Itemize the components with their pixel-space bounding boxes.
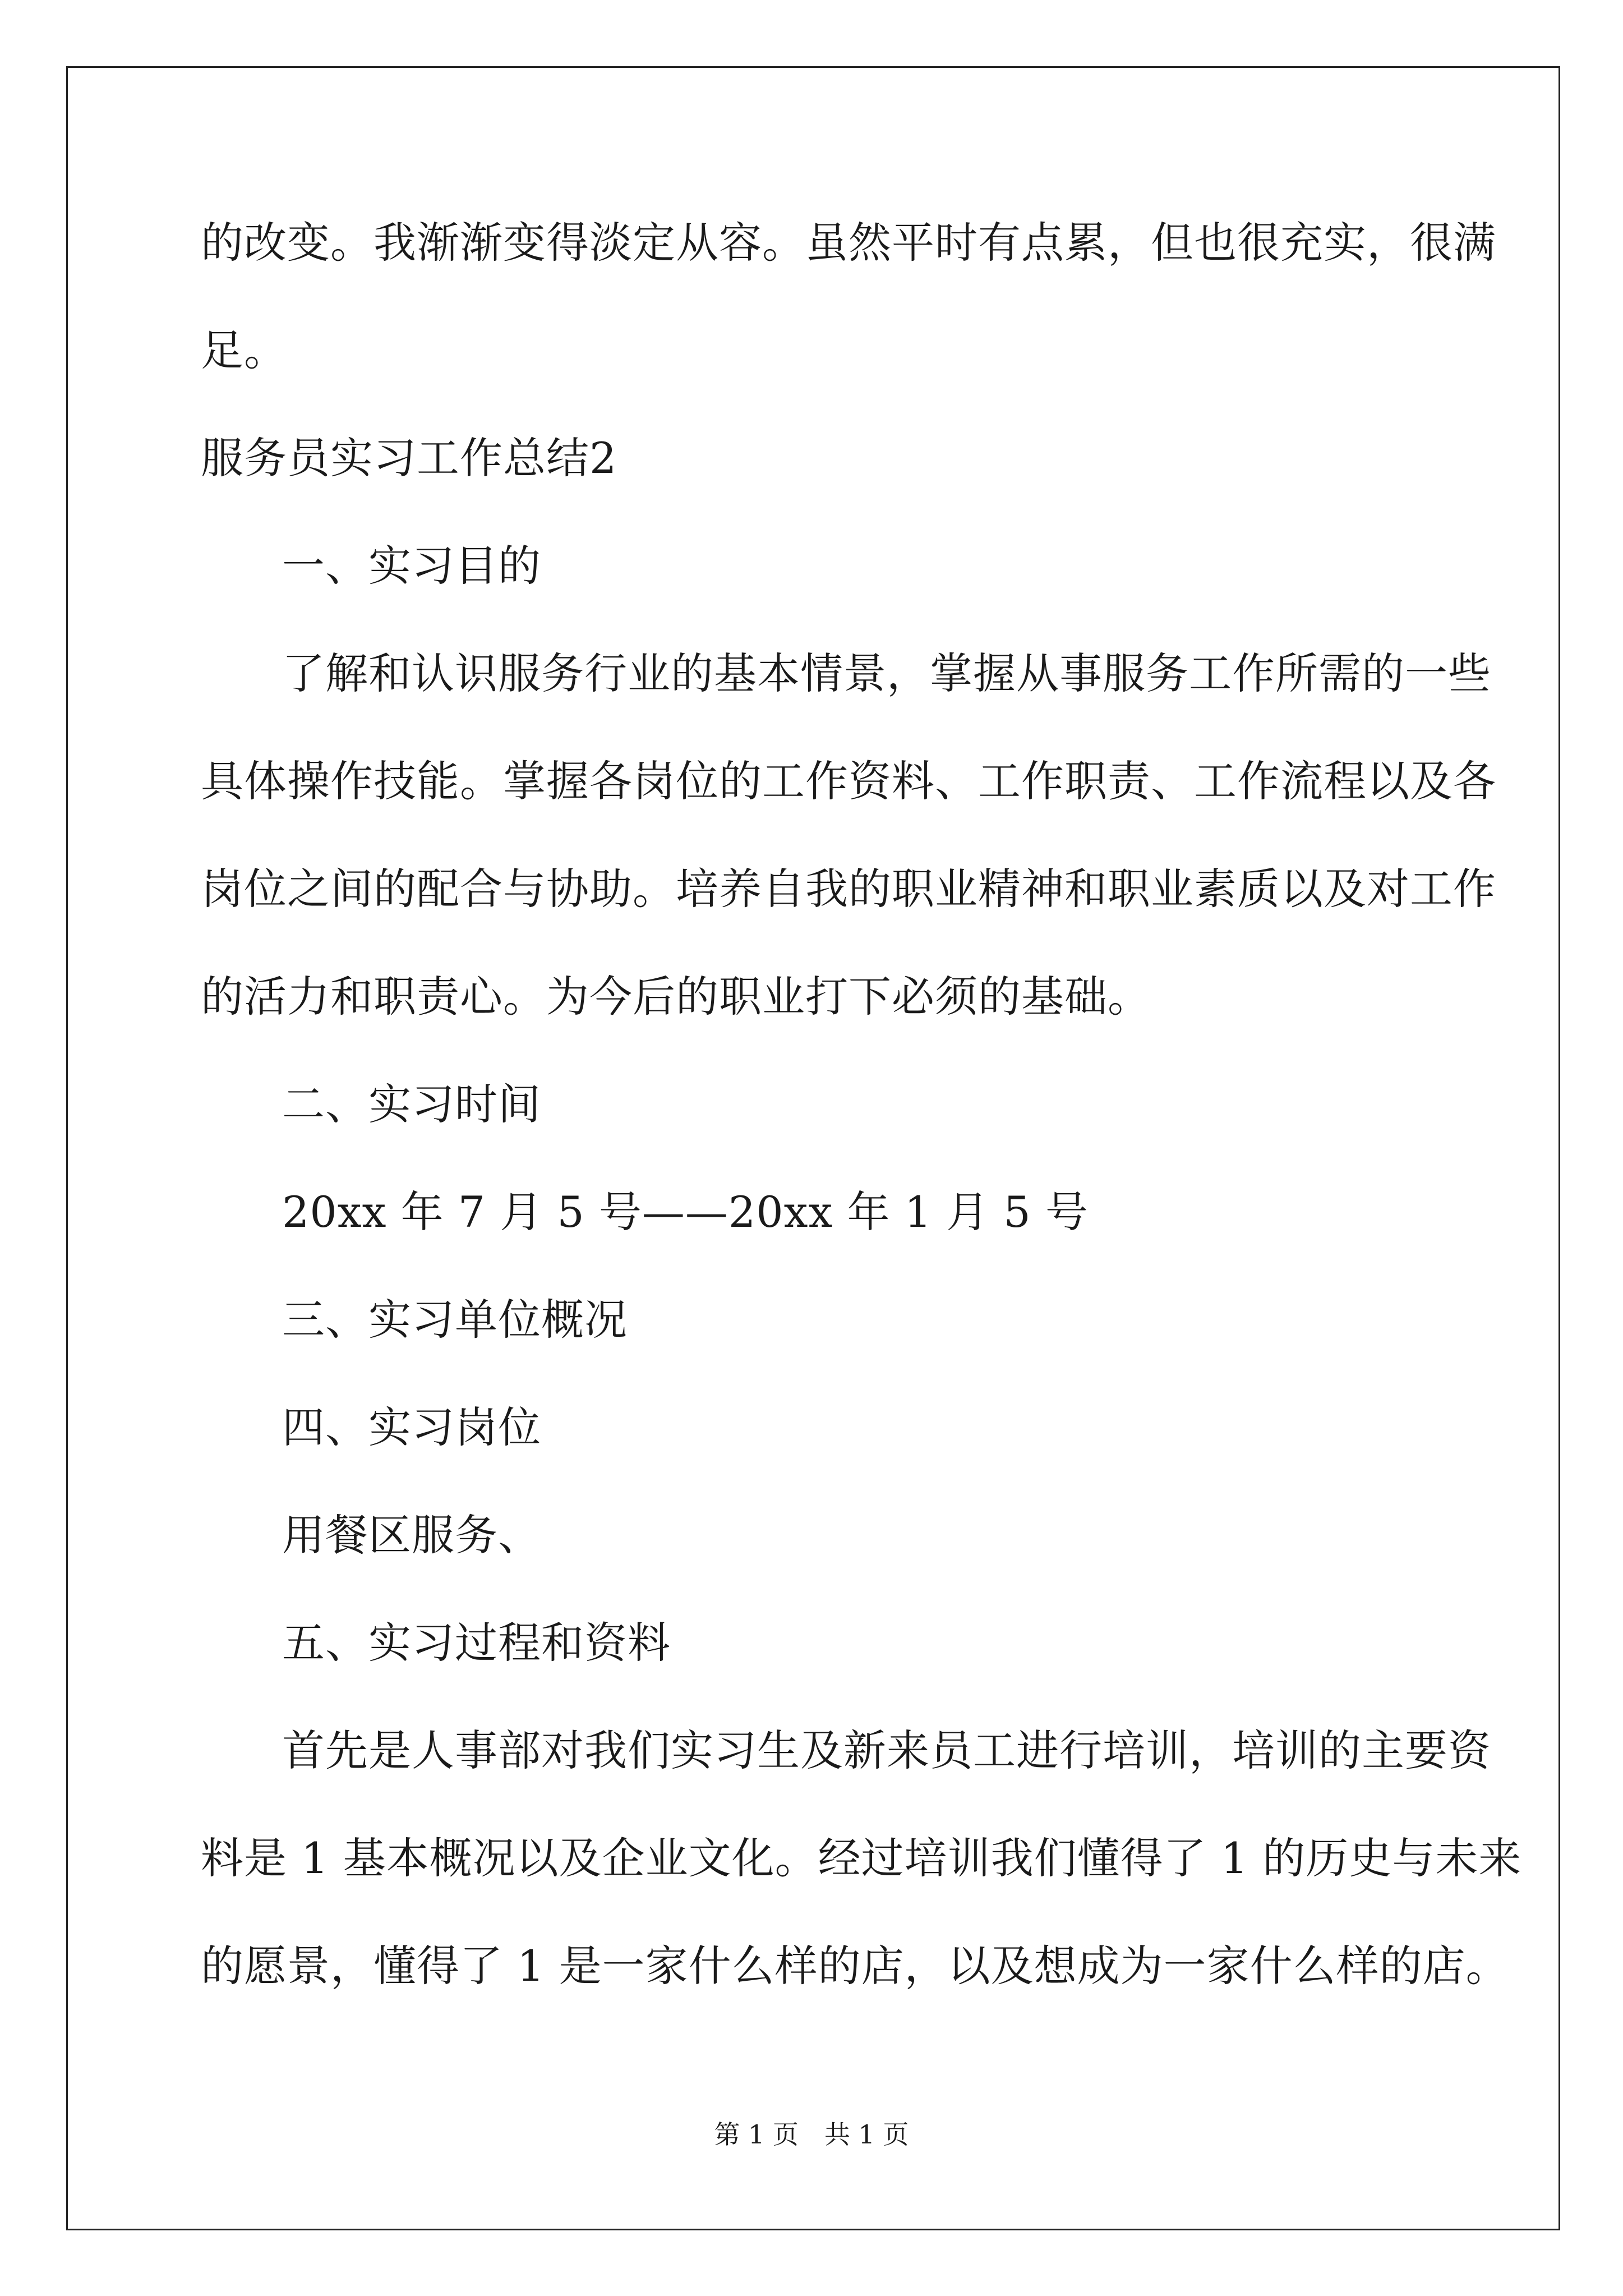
paragraph-line: 的活力和职责心。为今后的职业打下必须的基础。 [201, 972, 1151, 1022]
paragraph-line: 用餐区服务、 [282, 1510, 541, 1560]
subheading-purpose: 一、实习目的 [282, 541, 541, 591]
subheading-unit: 三、实习单位概况 [282, 1295, 628, 1345]
date-range: 20xx 年 7 月 5 号——20xx 年 1 月 5 号 [282, 1187, 1089, 1237]
paragraph-line: 具体操作技能。掌握各岗位的工作资料、工作职责、工作流程以及各 [201, 756, 1496, 806]
paragraph-line: 首先是人事部对我们实习生及新来员工进行培训，培训的主要资 [282, 1726, 1491, 1775]
subheading-process: 五、实习过程和资料 [282, 1618, 671, 1668]
paragraph-line: 足。 [201, 325, 287, 375]
subheading-time: 二、实习时间 [282, 1079, 541, 1129]
paragraph-line: 岗位之间的配合与协助。培养自我的职业精神和职业素质以及对工作 [201, 864, 1496, 914]
page-footer: 第 1 页 共 1 页 [714, 2119, 909, 2150]
paragraph-line: 的改变。我渐渐变得淡定从容。虽然平时有点累，但也很充实，很满 [201, 218, 1496, 268]
paragraph-line: 了解和认识服务行业的基本情景，掌握从事服务工作所需的一些 [282, 648, 1491, 698]
section-heading: 服务员实习工作总结2 [201, 433, 617, 483]
subheading-position: 四、实习岗位 [282, 1402, 541, 1452]
page-frame [66, 66, 1560, 2230]
paragraph-line: 料是 1 基本概况以及企业文化。经过培训我们懂得了 1 的历史与未来 [201, 1833, 1522, 1883]
paragraph-line: 的愿景，懂得了 1 是一家什么样的店，以及想成为一家什么样的店。 [201, 1941, 1509, 1991]
